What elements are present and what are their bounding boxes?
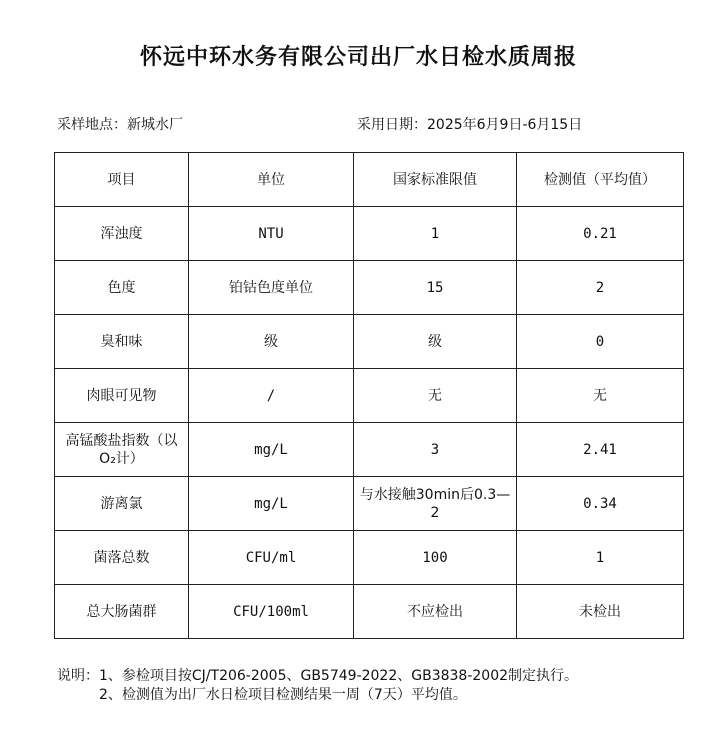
row-unit: mg/L [189,477,354,531]
row-value: 0.21 [517,207,684,261]
water-quality-table [54,152,684,639]
row-unit: CFU/ml [189,531,354,585]
sampling-date: 采用日期：2025年6月9日-6月15日 [357,117,583,133]
row-limit: 与水接触30min后0.3—2 [354,477,517,531]
row-value: 2 [517,261,684,315]
header-item: 项目 [55,153,189,207]
row-item: 菌落总数 [55,531,189,585]
row-limit: 级 [354,315,517,369]
row-unit: mg/L [189,423,354,477]
header-value: 检测值（平均值） [517,153,684,207]
table-row [55,585,684,639]
row-unit: 级 [189,315,354,369]
header-unit: 单位 [189,153,354,207]
note-line-2: 2、检测值为出厂水日检项目检测结果一周（7天）平均值。 [99,687,467,703]
row-limit: 无 [354,369,517,423]
row-unit: 铂钴色度单位 [189,261,354,315]
row-item: 浑浊度 [55,207,189,261]
row-value: 未检出 [517,585,684,639]
row-item: 色度 [55,261,189,315]
table-row [55,531,684,585]
row-value: 1 [517,531,684,585]
row-unit: / [189,369,354,423]
table-row [55,477,684,531]
row-value: 无 [517,369,684,423]
table-row [55,261,684,315]
note-line-1: 说明：1、参检项目按CJ/T206-2005、GB5749-2022、GB3838-2002制定执行。 [57,668,579,684]
row-item: 肉眼可见物 [55,369,189,423]
row-unit: NTU [189,207,354,261]
row-limit: 1 [354,207,517,261]
row-limit: 不应检出 [354,585,517,639]
table-row [55,315,684,369]
row-limit: 3 [354,423,517,477]
table-header-row [55,153,684,207]
row-item: 总大肠菌群 [55,585,189,639]
row-unit: CFU/100ml [189,585,354,639]
table-row [55,423,684,477]
table-row [55,369,684,423]
table-row [55,207,684,261]
row-value: 0.34 [517,477,684,531]
row-limit: 100 [354,531,517,585]
report-title: 怀远中环水务有限公司出厂水日检水质周报 [139,45,577,70]
row-value: 0 [517,315,684,369]
row-item: 臭和味 [55,315,189,369]
row-value: 2.41 [517,423,684,477]
header-limit: 国家标准限值 [354,153,517,207]
row-item: 游离氯 [55,477,189,531]
row-item: 高锰酸盐指数（以O₂计） [55,423,189,477]
row-limit: 15 [354,261,517,315]
sampling-site: 采样地点：新城水厂 [57,117,183,133]
